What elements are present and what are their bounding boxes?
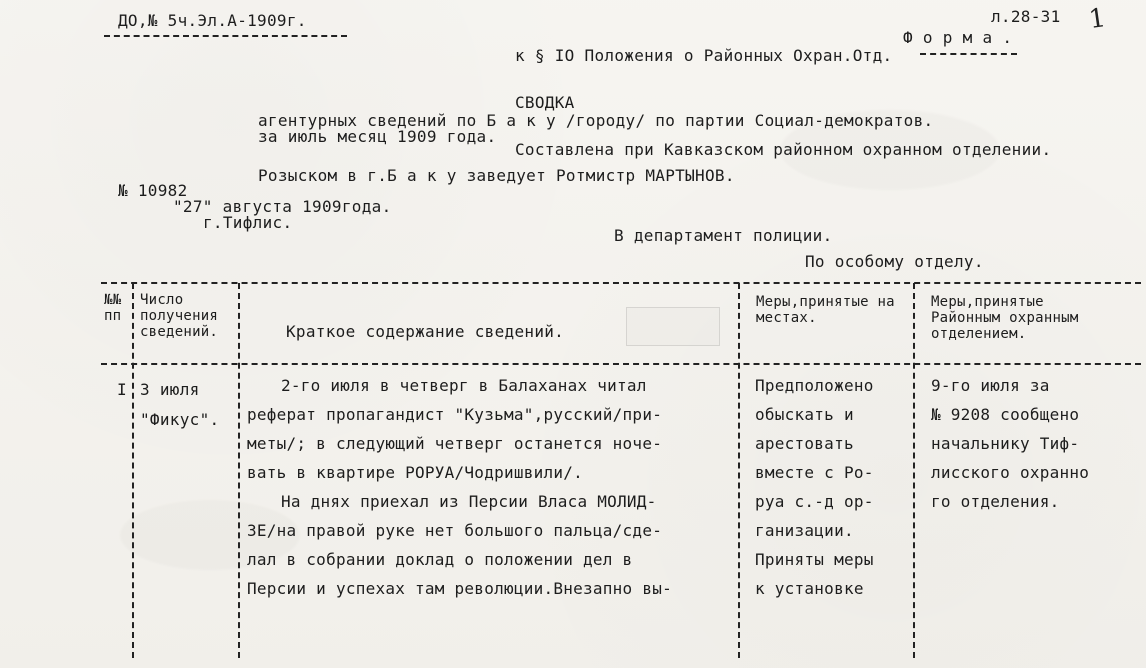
recipient-special-department: По особому отделу. (805, 252, 984, 271)
document-date: "27" августа 1909года. (173, 197, 392, 216)
table-column-divider-3 (738, 283, 740, 658)
local-measures-line-2: обыскать и (755, 405, 854, 424)
table-column-divider-1 (132, 283, 134, 658)
row-received-date: 3 июля (140, 380, 200, 399)
title-line-1: агентурных сведений по Б а к у /городу/ по партии Социал-демократов. (258, 111, 934, 130)
local-measures-line-7: Приняты меры (755, 550, 874, 569)
local-measures-line-5: руа с.-д ор- (755, 492, 874, 511)
document-city: г.Тифлис. (203, 213, 293, 232)
header-date-column: Число получения сведений. (140, 292, 219, 340)
document-title: СВОДКА (515, 93, 575, 112)
header-district-measures-column: Меры,принятые Районным охранным отделением. (931, 294, 1079, 342)
summary-line-4: вать в квартире РОРУА/Чодришвили/. (247, 463, 584, 482)
district-measures-line-5: го отделения. (931, 492, 1060, 511)
row-source-name: "Фикус". (140, 410, 220, 429)
top-left-underline (104, 35, 347, 37)
header-number-column: №№ пп (104, 292, 122, 324)
local-measures-line-4: вместе с Ро- (755, 463, 874, 482)
summary-line-1: 2-го июля в четверг в Балаханах читал (281, 376, 647, 395)
summary-line-8: Персии и успехах там революции.Внезапно вы- (247, 579, 672, 598)
summary-line-2: реферат пропагандист "Кузьма",русский/при- (247, 405, 663, 424)
district-measures-line-3: начальнику Тиф- (931, 434, 1080, 453)
summary-line-6: ЗЕ/на правой руке нет большого пальца/сде- (247, 521, 663, 540)
row-number: I (117, 380, 127, 399)
summary-line-3: меты/; в следующий четверг останется ноче- (247, 434, 663, 453)
district-measures-line-4: лисского охранно (931, 463, 1090, 482)
document-number: № 10982 (118, 181, 188, 200)
title-line-2: за июль месяц 1909 года. (258, 127, 497, 146)
header-local-measures-column: Меры,принятые на местах. (756, 294, 895, 326)
header-summary-column: Краткое содержание сведений. (286, 322, 565, 341)
regulation-trailing-dashes (920, 53, 1017, 55)
title-line-4: Розыском в г.Б а к у заведует Ротмистр МАРТЫНОВ. (258, 166, 735, 185)
recipient-department: В департамент полиции. (614, 226, 833, 245)
table-column-divider-2 (238, 283, 240, 658)
corner-handwritten-number: 1 (1086, 2, 1108, 36)
archive-reference: ДО,№ 5ч.Эл.А-1909г. (118, 11, 307, 30)
table-header-bottom-border (101, 363, 1141, 365)
faded-stamp (626, 307, 720, 346)
regulation-reference: к § IO Положения о Районных Охран.Отд. (515, 46, 893, 65)
summary-line-7: лал в собрании доклад о положении дел в (247, 550, 633, 569)
district-measures-line-2: № 9208 сообщено (931, 405, 1080, 424)
table-top-border (101, 282, 1141, 284)
summary-line-5: На днях приехал из Персии Власа МОЛИД- (281, 492, 657, 511)
local-measures-line-1: Предположено (755, 376, 874, 395)
form-label: Ф о р м а . (903, 28, 1013, 47)
page-range: л.28-31 (991, 7, 1061, 26)
table-column-divider-4 (913, 283, 915, 658)
local-measures-line-8: к установке (755, 579, 864, 598)
title-line-3: Составлена при Кавказском районном охранном отделении. (515, 140, 1052, 159)
local-measures-line-6: ганизации. (755, 521, 854, 540)
local-measures-line-3: арестовать (755, 434, 854, 453)
district-measures-line-1: 9-го июля за (931, 376, 1050, 395)
